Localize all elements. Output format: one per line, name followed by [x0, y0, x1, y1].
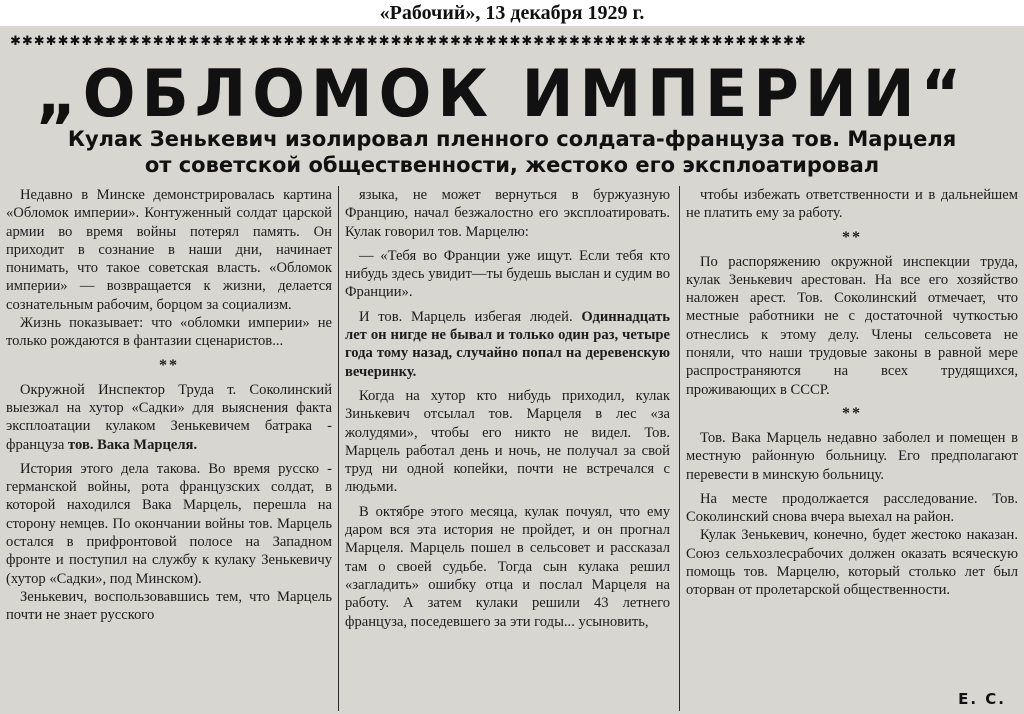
subheadline-line-1: Кулак Зенькевич изолировал пленного солдата-француза тов. Марцеля [67, 127, 957, 151]
section-separator: ** [842, 404, 862, 422]
paragraph [345, 308, 670, 381]
subheadline-line-2: от советской общественности, жестоко его эксплоатировал [144, 153, 880, 177]
column-rule [338, 186, 339, 711]
paragraph-bold-text: тов. Вака Марцеля. [68, 436, 198, 453]
paragraph: — «Тебя во Франции уже ищут. Если тебя кто нибудь здесь увидит—ты будешь выслан и судим во Франции». [345, 247, 670, 301]
article-subheadline [0, 126, 1024, 178]
newspaper-clipping [0, 26, 1024, 714]
paragraph: В октябре этого месяца, кулак почуял, что ему даром вся эта история не пройдет, и он прогнал Марцеля. Марцель пошел в сельсовет и рассказал там о своей судьбе. Тогда сын кулака решил «загладить» ошибку отца и послал Марцеля на работу. А затем кулаки решили 43 летнего француза, поседевшего за эти годы... усыновить, [345, 503, 670, 630]
section-separator: ** [159, 356, 179, 374]
paragraph: История этого дела такова. Во время русско - германской войны, рота французских солдат, в которой находился Вака Марцель, перешла на сторону немцев. По окончании войны тов. Марцель остался в прифронтовой полосе на Западном фронте и поступил на службу к кулаку Зенькевичу (хутор «Садки», под Минском). [6, 460, 332, 587]
paragraph: чтобы избежать ответственности и в дальнейшем не платить ему за работу. [686, 187, 1018, 222]
paragraph: На месте продолжается расследование. Тов. Соколинский снова вчера выехал на район. [686, 490, 1018, 526]
paragraph: Жизнь показывает: что «обломки империи» не только рождаются в фантазии сценаристов... [6, 315, 332, 350]
paragraph-bold-text: Одиннадцать лет он нигде не бывал и только один раз, четыре года тому назад, случайно попал на деревенскую вечеринку. [345, 308, 670, 380]
star-border: ✱✱✱✱✱✱✱✱✱✱✱✱✱✱✱✱✱✱✱✱✱✱✱✱✱✱✱✱✱✱✱✱✱✱✱✱✱✱✱✱✱✱✱✱✱✱✱✱✱✱✱✱✱✱✱✱✱✱✱✱✱✱✱✱✱✱✱ [10, 34, 807, 49]
paragraph: Тов. Вака Марцель недавно заболел и помещен в местную районную больницу. Его предполагают перевести в минскую больницу. [686, 429, 1018, 483]
paragraph: Кулак Зенькевич, конечно, будет жестоко наказан. Союз сельхозлесрабочих должен оказать всяческую помощь тов. Марцелю, который столько лет был оторван от пролетарской общественности. [686, 527, 1018, 599]
paragraph: Недавно в Минске демонстрировалась картина «Обломок империи». Контуженный солдат царской армии во время войны потерял память. Он приходит в сознание в наши дни, начинает понимать, что такое советская власть. «Обломок империи» — возвращается к жизни, делается сознательным рабочим, борцом за социализм. [6, 187, 332, 313]
source-caption: «Рабочий», 13 декабря 1929 г. [0, 0, 1024, 26]
article-column-2 [345, 186, 670, 714]
paragraph-text: И тов. Марцель избегая людей. [359, 308, 582, 325]
column-rule [679, 186, 680, 711]
article-column-1 [6, 186, 332, 714]
author-signature: Е. С. [958, 690, 1006, 708]
section-separator: ** [842, 228, 862, 246]
paragraph [6, 381, 332, 454]
paragraph: Когда на хутор кто нибудь приходил, кулак Зинькевич отсылал тов. Марцеля в лес «за жолудями», чтобы его никто не видел. Тов. Марцель работал день и ночь, не получал за свой труд ни одной копейки, почти не встречался с людьми. [345, 387, 670, 496]
paragraph: По распоряжению окружной инспекции труда, кулак Зенькевич арестован. На все его хозяйство наложен арест. Тов. Соколинский отмечает, что местные работники не с достаточной чуткостью отнеслись к этому делу. Члены сельсовета не поняли, что наши трудовые законы в равной мере распространяются на всех трудящихся, проживающих в СССР. [686, 253, 1018, 398]
article-column-3 [686, 186, 1018, 714]
paragraph: языка, не может вернуться в буржуазную Францию, начал безжалостно его эксплоатировать. Кулак говорил тов. Марцелю: [345, 187, 670, 240]
paragraph-text: Окружной Инспектор Труда т. Соколинский выезжал на хутор «Садки» для выяснения факта эксплоатации кулаком Зенькевичем батрака - француза [6, 381, 332, 453]
article-headline: „ОБЛОМОК ИМПЕРИИ“ [36, 55, 968, 132]
paragraph: Зенькевич, воспользовавшись тем, что Марцель почти не знает русского [6, 588, 332, 624]
